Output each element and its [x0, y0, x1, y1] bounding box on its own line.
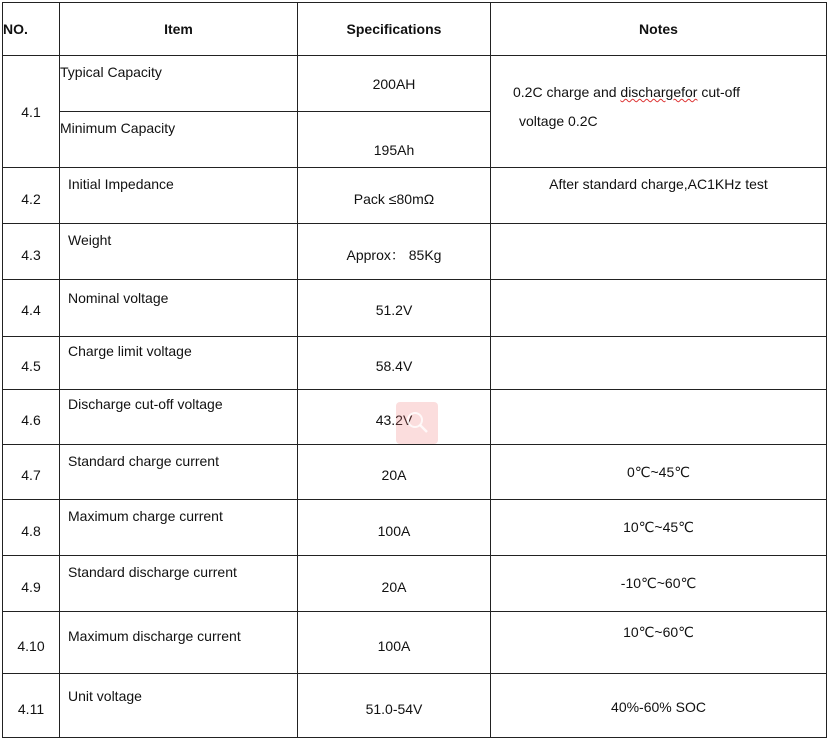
- item-label: Charge limit voltage: [68, 343, 192, 359]
- notes-value: After standard charge,AC1KHz test: [491, 168, 827, 224]
- capacity-note-line-1: 0.2C charge and dischargefor cut-off: [513, 84, 740, 100]
- item-cell: [60, 56, 298, 112]
- table-row: [3, 556, 827, 612]
- item-label: Standard discharge current: [68, 564, 237, 580]
- row-number: 4.11: [3, 674, 60, 738]
- row-number: 4.6: [3, 390, 60, 445]
- spec-value: 195Ah: [298, 112, 491, 168]
- table-row: [3, 674, 827, 738]
- row-number: 4.10: [3, 612, 60, 674]
- spec-value: 100A: [298, 500, 491, 556]
- row-number: 4.7: [3, 445, 60, 500]
- spec-value: 200AH: [298, 56, 491, 112]
- item-cell: [60, 612, 298, 674]
- misspelled-word: dischargefor: [620, 84, 698, 100]
- capacity-note-line-2: voltage 0.2C: [519, 113, 598, 129]
- notes-value: [491, 224, 827, 280]
- item-cell: [60, 390, 298, 445]
- table-row: [3, 445, 827, 500]
- item-cell: [60, 168, 298, 224]
- table-row: [3, 337, 827, 390]
- item-cell: [60, 556, 298, 612]
- header-notes: Notes: [491, 3, 827, 56]
- item-label: Discharge cut-off voltage: [68, 396, 223, 412]
- header-item: Item: [60, 3, 298, 56]
- notes-value: [491, 390, 827, 445]
- notes-cell: [491, 56, 827, 168]
- item-label: Initial Impedance: [68, 176, 174, 192]
- notes-value: 10℃~60℃: [491, 612, 827, 674]
- row-number: 4.5: [3, 337, 60, 390]
- notes-value: 0℃~45℃: [491, 445, 827, 500]
- row-number: 4.9: [3, 556, 60, 612]
- table-row: [3, 168, 827, 224]
- spec-value: Pack ≤80mΩ: [298, 168, 491, 224]
- specification-table: [2, 2, 827, 738]
- item-label: Minimum Capacity: [60, 120, 176, 136]
- item-cell: [60, 674, 298, 738]
- spec-value: 51.0-54V: [298, 674, 491, 738]
- item-label: Maximum discharge current: [68, 628, 241, 644]
- header-no: NO.: [3, 3, 60, 56]
- watermark-search-icon: [396, 402, 438, 444]
- row-number: 4.3: [3, 224, 60, 280]
- notes-value: -10℃~60℃: [491, 556, 827, 612]
- notes-value: 10℃~45℃: [491, 500, 827, 556]
- header-row: [3, 3, 827, 56]
- table-row: [3, 56, 827, 112]
- table-row: [3, 500, 827, 556]
- item-cell: [60, 112, 298, 168]
- table-row: [3, 612, 827, 674]
- item-cell: [60, 337, 298, 390]
- notes-value: [491, 280, 827, 337]
- row-number: 4.2: [3, 168, 60, 224]
- row-number: 4.4: [3, 280, 60, 337]
- row-number: 4.8: [3, 500, 60, 556]
- notes-value: [491, 337, 827, 390]
- item-label: Weight: [68, 232, 112, 248]
- table-row: [3, 224, 827, 280]
- table-row: [3, 280, 827, 337]
- item-cell: [60, 224, 298, 280]
- spec-value: 20A: [298, 445, 491, 500]
- item-label: Nominal voltage: [68, 290, 169, 306]
- spec-value: 58.4V: [298, 337, 491, 390]
- spec-value: 100A: [298, 612, 491, 674]
- row-number: 4.1: [3, 56, 60, 168]
- item-cell: [60, 445, 298, 500]
- item-label: Maximum charge current: [68, 508, 223, 524]
- spec-value: 20A: [298, 556, 491, 612]
- spec-value: 43.2V: [298, 390, 491, 445]
- spec-value: Approx： 85Kg: [298, 224, 491, 280]
- item-cell: [60, 500, 298, 556]
- header-specifications: Specifications: [298, 3, 491, 56]
- item-label: Unit voltage: [68, 688, 142, 704]
- notes-value: 40%-60% SOC: [491, 674, 827, 738]
- item-label: Typical Capacity: [60, 64, 162, 80]
- item-label: Standard charge current: [68, 453, 219, 469]
- item-cell: [60, 280, 298, 337]
- spec-value: 51.2V: [298, 280, 491, 337]
